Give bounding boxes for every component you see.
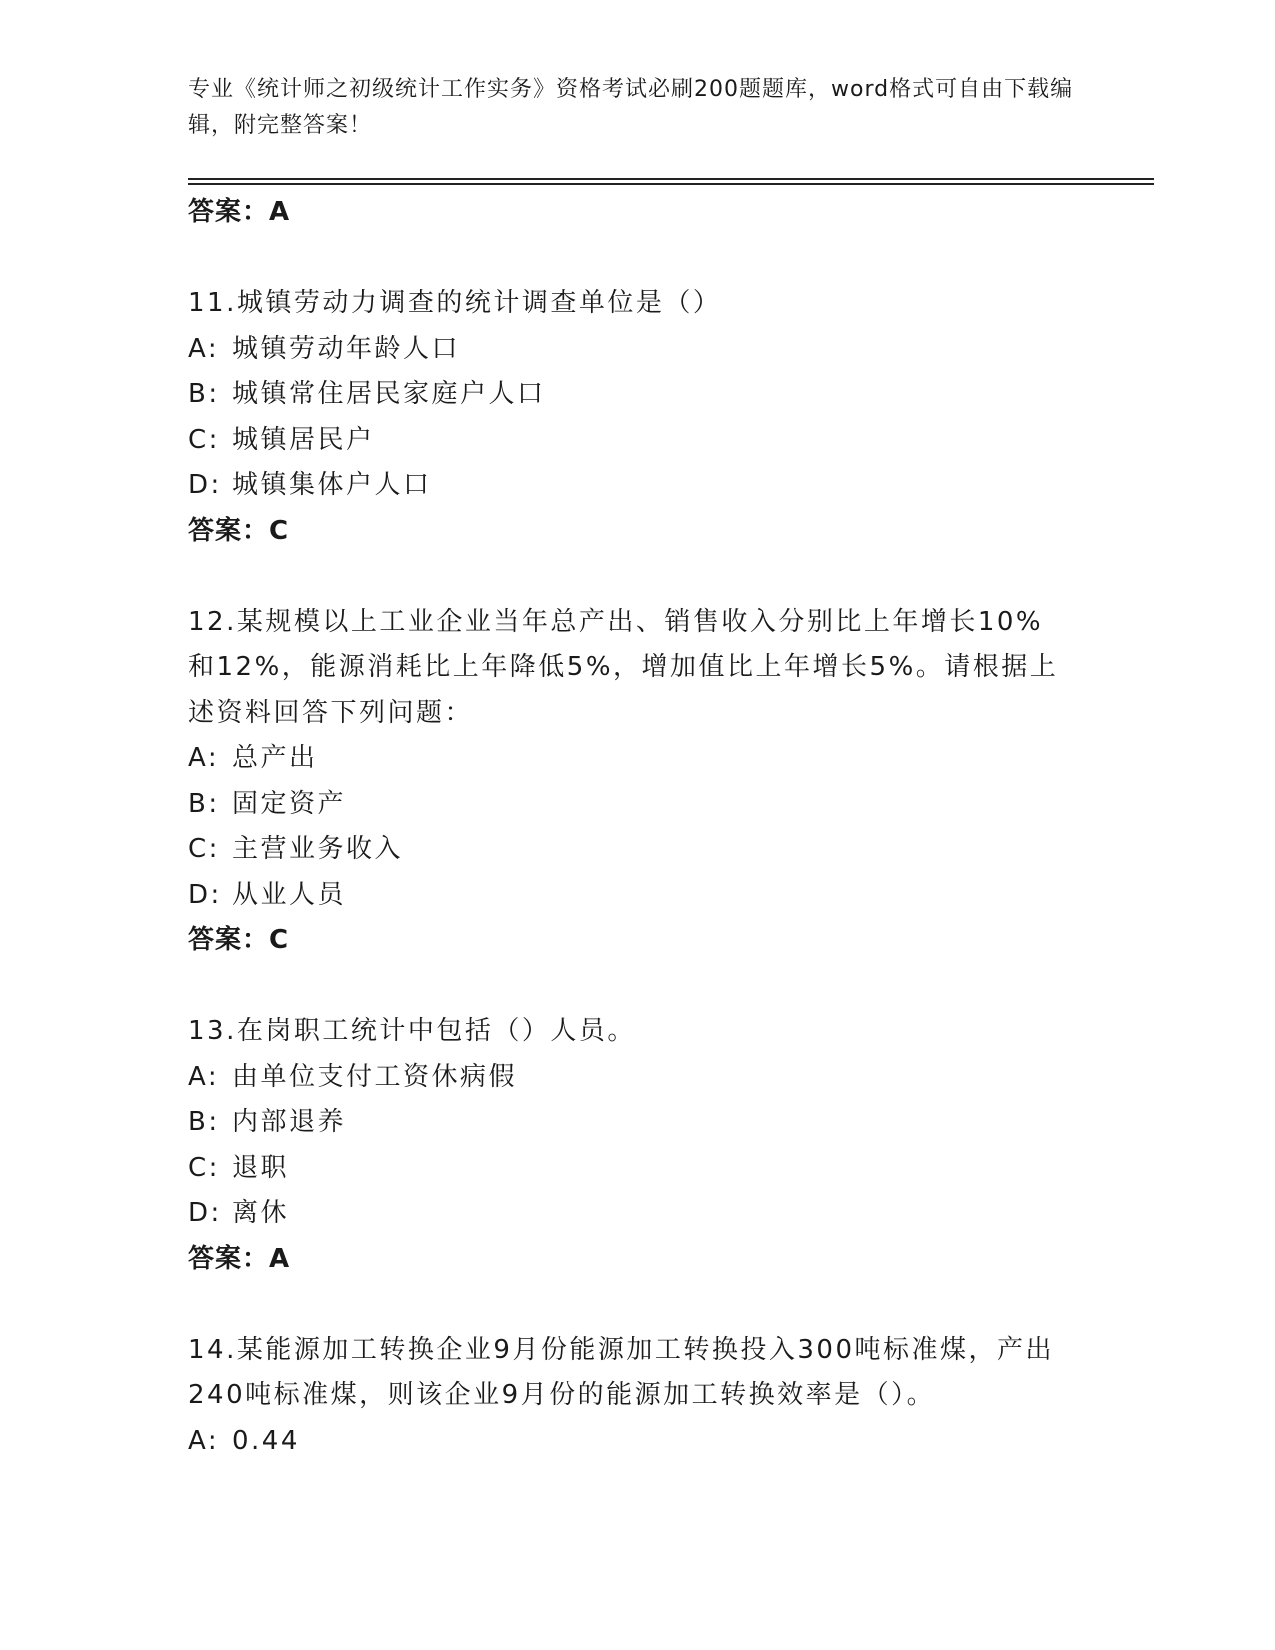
option-letter: A: — [188, 333, 220, 364]
option-text: 从业人员 — [232, 879, 347, 910]
option-text: 由单位支付工资休病假 — [232, 1061, 518, 1092]
option-letter: A: — [188, 1061, 220, 1092]
option-a — [188, 1055, 1088, 1101]
question-list — [188, 190, 1088, 1464]
question-stem: 11.城镇劳动力调查的统计调查单位是（） — [188, 288, 722, 318]
answer-line: 答案：A — [188, 1243, 291, 1274]
option-a — [188, 736, 1088, 782]
option-letter: A: — [188, 743, 220, 773]
question-block — [188, 281, 1088, 554]
spacer — [188, 1282, 1088, 1328]
option-text: 总产出 — [232, 743, 318, 773]
option-letter: B: — [188, 1107, 220, 1137]
answer-line: 答案：C — [188, 515, 290, 546]
option-a — [188, 327, 1088, 373]
option-text: 固定资产 — [232, 788, 347, 819]
option-d — [188, 1191, 1088, 1237]
question-stem: 14.某能源加工转换企业9月份能源加工转换投入300吨标准煤，产出240吨标准煤，则该企业9月份的能源加工转换效率是（）。 — [188, 1334, 1055, 1410]
question-block — [188, 1009, 1088, 1282]
option-text: 城镇常住居民家庭户人口 — [232, 379, 546, 409]
option-letter: C: — [188, 834, 220, 864]
option-letter: A: — [188, 1425, 220, 1456]
spacer — [188, 236, 1088, 282]
option-text: 城镇劳动年龄人口 — [232, 333, 461, 364]
option-text: 0.44 — [232, 1425, 300, 1456]
option-letter: D: — [188, 470, 222, 500]
question-stem: 13.在岗职工统计中包括（）人员。 — [188, 1016, 636, 1046]
option-b — [188, 372, 1088, 418]
option-text: 主营业务收入 — [232, 834, 404, 864]
question-block — [188, 1328, 1088, 1465]
header-divider-top — [188, 178, 1154, 180]
option-c — [188, 418, 1088, 464]
option-c — [188, 1146, 1088, 1192]
option-text: 城镇集体户人口 — [232, 470, 432, 500]
option-text: 退职 — [232, 1152, 290, 1183]
option-letter: B: — [188, 379, 220, 409]
spacer — [188, 554, 1088, 600]
document-header: 专业《统计师之初级统计工作实务》资格考试必刷200题题库，word格式可自由下载编辑，附完整答案！ — [188, 77, 1074, 138]
option-b — [188, 782, 1088, 828]
option-letter: C: — [188, 1152, 220, 1183]
option-d — [188, 463, 1088, 509]
option-letter: D: — [188, 879, 222, 910]
header-divider-bottom — [188, 183, 1154, 185]
option-text: 城镇居民户 — [232, 424, 375, 455]
option-text: 离休 — [232, 1198, 290, 1228]
option-text: 内部退养 — [232, 1107, 347, 1137]
option-c — [188, 827, 1088, 873]
option-letter: D: — [188, 1198, 222, 1228]
question-stem: 12.某规模以上工业企业当年总产出、销售收入分别比上年增长10%和12%，能源消耗比上年降低5%，增加值比上年增长5%。请根据上述资料回答下列问题： — [188, 606, 1059, 728]
option-letter: B: — [188, 788, 220, 819]
answer-line: 答案：A — [188, 197, 291, 227]
answer-line: 答案：C — [188, 925, 290, 955]
option-d — [188, 873, 1088, 919]
option-a — [188, 1419, 1088, 1465]
option-letter: C: — [188, 424, 220, 455]
question-block — [188, 600, 1088, 964]
spacer — [188, 964, 1088, 1010]
option-b — [188, 1100, 1088, 1146]
